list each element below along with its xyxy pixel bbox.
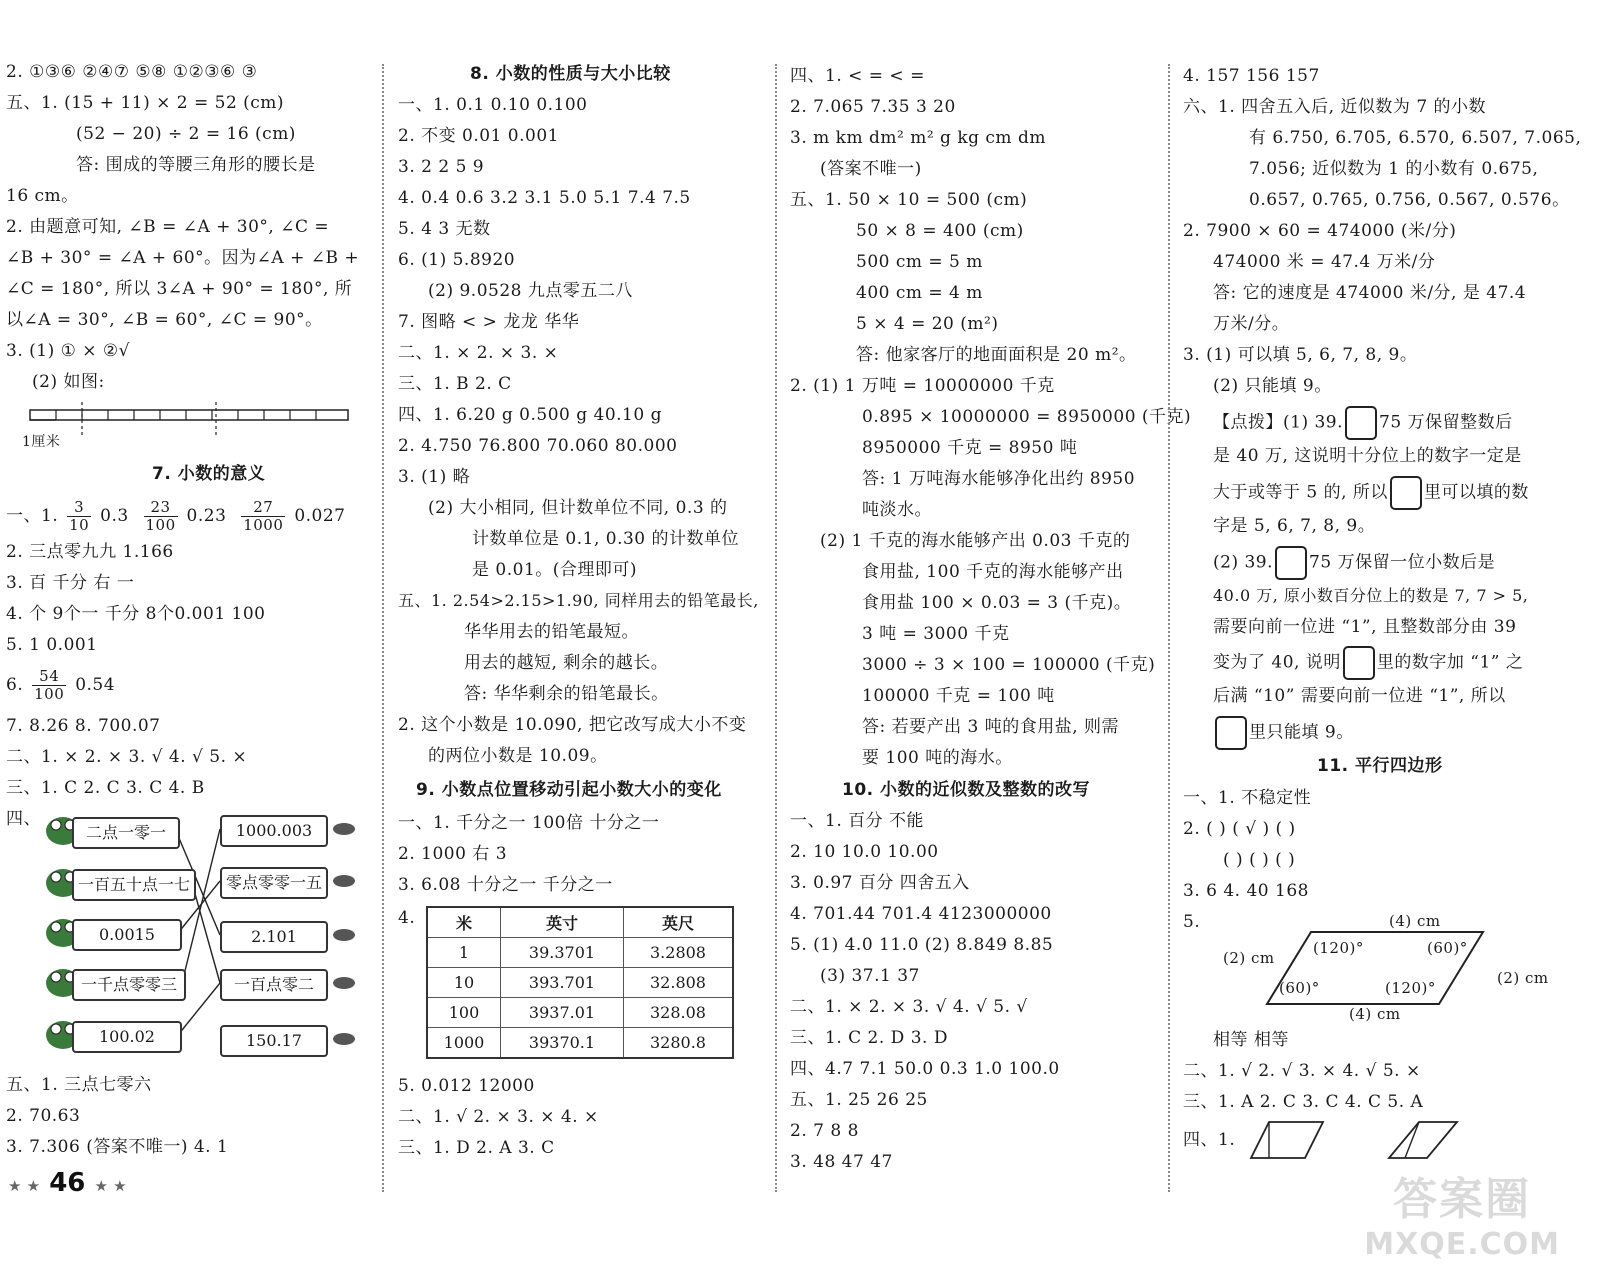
watermark-text: 答案圈 xyxy=(1393,1174,1532,1225)
answer-line: 8950000 千克 = 8950 吨 xyxy=(862,438,1078,458)
answer-line: 是 40 万, 这说明十分位上的数字一定是 xyxy=(1213,446,1522,466)
answer-line: 有 6.750, 6.705, 6.570, 6.507, 7.065, xyxy=(1249,128,1582,148)
answer-line: 三、1. A 2. C 3. C 4. C 5. A xyxy=(1183,1092,1424,1112)
answer-line: 2. 70.63 xyxy=(6,1106,81,1126)
table-cell: 3937.01 xyxy=(501,998,624,1028)
answer-line: 2. 由题意可知, ∠B = ∠A + 30°, ∠C = xyxy=(6,217,330,237)
answer-text: (2) 39. xyxy=(1213,552,1274,573)
answer-line: 以∠A = 30°, ∠B = 60°, ∠C = 90°。 xyxy=(6,310,323,330)
answer-line xyxy=(1213,646,1523,680)
fraction: $\frac{3}{10}$ xyxy=(69,498,90,534)
answer-line: 3. 百 千分 右 一 xyxy=(6,573,135,593)
answer-line: 四、1. < = < = xyxy=(790,66,925,86)
answer-line: 3. 2 2 5 9 xyxy=(398,157,485,177)
answer-line: 五、1. 50 × 10 = 500 (cm) xyxy=(790,190,1028,210)
answer-line: 2. 4.750 76.800 70.060 80.000 xyxy=(398,436,678,456)
answer-line: 16 cm。 xyxy=(6,186,79,206)
answer-line: 500 cm = 5 m xyxy=(856,252,983,272)
answer-line: 5. (1) 4.0 11.0 (2) 8.849 8.85 xyxy=(790,935,1054,955)
answer-line: 5. 0.012 12000 xyxy=(398,1076,535,1096)
answer-line: (答案不唯一) xyxy=(820,159,922,179)
answer-line: 5. xyxy=(1183,912,1201,932)
answer-line: 3. 7.306 (答案不唯一) 4. 1 xyxy=(6,1137,229,1157)
table-cell: 328.08 xyxy=(624,998,734,1028)
answer-text: 0.027 xyxy=(294,506,346,526)
table-cell: 3.2808 xyxy=(624,938,734,968)
answer-line: (2) 1 千克的海水能够产出 0.03 千克的 xyxy=(820,531,1131,551)
answer-line: (52 − 20) ÷ 2 = 16 (cm) xyxy=(76,124,296,144)
answer-line: 五、1. 2.54>2.15>1.90, 同样用去的铅笔最长, xyxy=(398,591,759,610)
table-header: 英尺 xyxy=(624,907,734,938)
answer-line: 四、4.7 7.1 50.0 0.3 1.0 100.0 xyxy=(790,1059,1060,1079)
answer-line: 二、1. × 2. × 3. × xyxy=(398,343,559,363)
answer-text: 6. xyxy=(6,675,24,695)
table-row xyxy=(427,998,733,1028)
answer-line: 3. 0.97 百分 四舍五入 xyxy=(790,873,970,893)
answer-line: 2. 7.065 7.35 3 20 xyxy=(790,97,956,117)
table-cell: 3280.8 xyxy=(624,1028,734,1059)
answer-line xyxy=(6,666,115,704)
answer-line: 四、1. xyxy=(1183,1130,1236,1150)
answer-text: 0.23 xyxy=(186,506,227,526)
answer-line: 五、1. (15 + 11) × 2 = 52 (cm) xyxy=(6,93,285,113)
answer-line: 食用盐, 100 千克的海水能够产出 xyxy=(862,562,1124,582)
answer-line: 3. 48 47 47 xyxy=(790,1152,893,1172)
answer-text: 里只能填 9。 xyxy=(1249,722,1354,743)
answer-line: 四、 xyxy=(6,809,41,829)
side-label: (4) cm xyxy=(1349,1005,1401,1023)
answer-line: 6. (1) 5.8920 xyxy=(398,250,516,270)
section-title: 9. 小数点位置移动引起小数大小的变化 xyxy=(416,780,722,800)
answer-line: 一、1. 千分之一 100倍 十分之一 xyxy=(398,813,660,833)
answer-line: 四、1. 6.20 g 0.500 g 40.10 g xyxy=(398,405,662,425)
matching-card-left: 100.02 xyxy=(72,1021,182,1053)
matching-card-left: 一千点零零三 xyxy=(72,969,186,1001)
answer-line: 4. xyxy=(398,908,416,928)
answer-line: 食用盐 100 × 0.03 = 3 (千克)。 xyxy=(862,593,1132,613)
blank-box xyxy=(1345,406,1377,440)
answer-line: 二、1. √ 2. × 3. × 4. × xyxy=(398,1107,599,1127)
answer-line: 4. 0.4 0.6 3.2 3.1 5.0 5.1 7.4 7.5 xyxy=(398,188,691,208)
fraction: $\frac{23}{100}$ xyxy=(145,498,176,534)
side-label: (2) cm xyxy=(1497,969,1549,987)
answer-line: 3. 6.08 十分之一 千分之一 xyxy=(398,875,613,895)
answer-text: 里可以填的数 xyxy=(1423,482,1529,503)
answer-line: (3) 37.1 37 xyxy=(820,966,920,986)
answer-text: 大于或等于 5 的, 所以 xyxy=(1213,482,1388,503)
answer-text: 里的数字加 “1” 之 xyxy=(1376,652,1524,673)
answer-line: 要 100 吨的海水。 xyxy=(862,748,1013,768)
table-cell: 10 xyxy=(427,968,501,998)
answer-line: (2) 大小相同, 但计数单位不同, 0.3 的 xyxy=(428,498,728,518)
answer-line: 7.056; 近似数为 1 的小数有 0.675, xyxy=(1249,159,1539,179)
matching-card-left: 二点一零一 xyxy=(72,817,180,849)
answer-line: 需要向前一位进 “1”, 且整数部分由 39 xyxy=(1213,617,1517,637)
answer-line: 答: 华华剩余的铅笔最长。 xyxy=(464,684,669,704)
answer-line: 4. 701.44 701.4 4123000000 xyxy=(790,904,1052,924)
answer-line: 50 × 8 = 400 (cm) xyxy=(856,221,1024,241)
answer-line xyxy=(1213,716,1354,750)
table-header: 英寸 xyxy=(501,907,624,938)
answer-line: 答: 1 万吨海水能够净化出约 8950 xyxy=(862,469,1136,489)
table-row xyxy=(427,968,733,998)
matching-card-right: 一百点零二 xyxy=(220,969,328,1001)
angle-label: (60)° xyxy=(1279,979,1320,997)
answer-line: 用去的越短, 剩余的越长。 xyxy=(464,653,669,673)
parallelogram-sketches xyxy=(1243,1118,1473,1164)
answer-line: 三、1. D 2. A 3. C xyxy=(398,1138,555,1158)
blank-box xyxy=(1215,716,1247,750)
angle-label: (60)° xyxy=(1427,939,1468,957)
answer-line: 0.657, 0.765, 0.756, 0.567, 0.576。 xyxy=(1249,190,1570,210)
answer-line: 2. 不变 0.01 0.001 xyxy=(398,126,559,146)
answer-line: 3. (1) 可以填 5, 6, 7, 8, 9。 xyxy=(1183,345,1418,365)
answer-text: 0.54 xyxy=(75,675,116,695)
answer-line xyxy=(1213,476,1529,510)
fraction: $\frac{27}{1000}$ xyxy=(243,498,284,534)
column-separator xyxy=(382,64,384,1192)
answer-line: 五、1. 25 26 25 xyxy=(790,1090,928,1110)
section-title: 8. 小数的性质与大小比较 xyxy=(470,64,671,84)
table-cell: 39.3701 xyxy=(501,938,624,968)
answer-line: 答: 他家客厅的地面面积是 20 m²。 xyxy=(856,345,1137,365)
answer-line: 后满 “10” 需要向前一位进 “1”, 所以 xyxy=(1213,686,1506,706)
answer-line: 400 cm = 4 m xyxy=(856,283,983,303)
blank-box xyxy=(1390,476,1422,510)
column-separator xyxy=(1168,64,1170,1192)
answer-line: 三、1. C 2. D 3. D xyxy=(790,1028,948,1048)
answer-line: 三、1. C 2. C 3. C 4. B xyxy=(6,778,205,798)
matching-card-right: 1000.003 xyxy=(220,815,328,847)
page-number xyxy=(8,1168,127,1198)
answer-line: 2. 三点零九九 1.166 xyxy=(6,542,174,562)
answer-line: 二、1. × 2. × 3. √ 4. √ 5. √ xyxy=(790,997,1028,1017)
answer-line: 一、1. 0.1 0.10 0.100 xyxy=(398,95,588,115)
answer-line: 0.895 × 10000000 = 8950000 (千克) xyxy=(862,407,1192,427)
answer-line: 相等 相等 xyxy=(1213,1030,1289,1050)
angle-label: (120)° xyxy=(1313,939,1364,957)
answer-line: 二、1. × 2. × 3. √ 4. √ 5. × xyxy=(6,747,248,767)
answer-line: 五、1. 三点七零六 xyxy=(6,1075,152,1095)
answer-line: 40.0 万, 原小数百分位上的数是 7, 7 > 5, xyxy=(1213,586,1529,605)
table-row xyxy=(427,1028,733,1059)
answer-line: 3. (1) ① × ②√ xyxy=(6,341,130,361)
table-row xyxy=(427,938,733,968)
answer-line: 答: 它的速度是 474000 米/分, 是 47.4 xyxy=(1213,283,1527,303)
answer-line: 4. 157 156 157 xyxy=(1183,66,1320,86)
answer-line: 吨淡水。 xyxy=(862,500,932,520)
answer-line: 答: 围成的等腰三角形的腰长是 xyxy=(76,155,316,175)
unit-conversion-table xyxy=(426,906,734,1059)
table-header-row xyxy=(427,907,733,938)
answer-line: 答: 若要产出 3 吨的食用盐, 则需 xyxy=(862,717,1120,737)
answer-line: 二、1. √ 2. √ 3. × 4. √ 5. × xyxy=(1183,1061,1421,1081)
answer-line: 2. 这个小数是 10.090, 把它改写成大小不变 xyxy=(398,715,747,735)
blank-box xyxy=(1275,546,1307,580)
answer-line: 三、1. B 2. C xyxy=(398,374,512,394)
star-icon: ★ ★ xyxy=(8,1177,41,1195)
matching-card-left: 0.0015 xyxy=(72,919,182,951)
table-cell: 1000 xyxy=(427,1028,501,1059)
answer-line: 2. ( ) ( √ ) ( ) xyxy=(1183,819,1296,839)
answer-line: 7. 8.26 8. 700.07 xyxy=(6,716,161,736)
answer-text: 【点拨】(1) 39. xyxy=(1213,412,1344,433)
section-title: 7. 小数的意义 xyxy=(152,464,266,484)
ruler-label: 1厘米 xyxy=(22,434,61,450)
answer-line: 2. ①③⑥ ②④⑦ ⑤⑧ ①②③⑥ ③ xyxy=(6,62,258,82)
answer-line: ∠B + 30° = ∠A + 60°。因为∠A + ∠B + xyxy=(6,248,360,268)
table-cell: 393.701 xyxy=(501,968,624,998)
answer-line: 3. (1) 略 xyxy=(398,467,471,487)
matching-card-right: 零点零零一五 xyxy=(220,867,328,899)
answer-line: 2. 10 10.0 10.00 xyxy=(790,842,939,862)
table-cell: 32.808 xyxy=(624,968,734,998)
column-separator xyxy=(775,64,777,1192)
answer-line: 4. 个 9个一 千分 8个0.001 100 xyxy=(6,604,266,624)
answer-line xyxy=(1213,546,1495,580)
answer-line: 万米/分。 xyxy=(1213,314,1290,334)
answer-line xyxy=(6,497,345,535)
fraction: $\frac{54}{100}$ xyxy=(34,667,65,703)
table-header: 米 xyxy=(427,907,501,938)
matching-card-left: 一百五十点一七 xyxy=(72,869,196,901)
answer-line: 3. m km dm² m² g kg cm dm xyxy=(790,128,1046,148)
answer-line: 2. 1000 右 3 xyxy=(398,844,508,864)
answer-line: 3000 ÷ 3 × 100 = 100000 (千克) xyxy=(862,655,1156,675)
section-title: 11. 平行四边形 xyxy=(1317,756,1443,776)
watermark xyxy=(1364,1163,1560,1262)
answer-line: 100000 千克 = 100 吨 xyxy=(862,686,1055,706)
answer-text: 75 万保留整数后 xyxy=(1379,412,1513,433)
answer-line: 3. 6 4. 40 168 xyxy=(1183,881,1309,901)
answer-line: 7. 图略 < > 龙龙 华华 xyxy=(398,312,580,332)
star-icon: ★ ★ xyxy=(94,1177,127,1195)
answer-line xyxy=(1213,406,1513,440)
answer-line: 华华用去的铅笔最短。 xyxy=(464,622,639,642)
table-cell: 39370.1 xyxy=(501,1028,624,1059)
side-label: (4) cm xyxy=(1389,912,1441,930)
answer-line: 3 吨 = 3000 千克 xyxy=(862,624,1010,644)
answer-line: 的两位小数是 10.09。 xyxy=(428,746,608,766)
angle-label: (120)° xyxy=(1385,979,1436,997)
blank-box xyxy=(1343,646,1375,680)
answer-line: 字是 5, 6, 7, 8, 9。 xyxy=(1213,516,1376,536)
answer-line: 是 0.01。(合理即可) xyxy=(472,560,638,580)
answer-line: (2) 9.0528 九点零五二八 xyxy=(428,281,633,301)
answer-line: ∠C = 180°, 所以 3∠A + 90° = 180°, 所 xyxy=(6,279,353,299)
answer-text: 75 万保留一位小数后是 xyxy=(1309,552,1496,573)
answer-text: 变为了 40, 说明 xyxy=(1213,652,1341,673)
answer-line: 2. (1) 1 万吨 = 10000000 千克 xyxy=(790,376,1055,396)
answer-line: 5. 4 3 无数 xyxy=(398,219,491,239)
answer-line: 一、1. 百分 不能 xyxy=(790,811,925,831)
answer-line: 5. 1 0.001 xyxy=(6,635,98,655)
table-cell: 1 xyxy=(427,938,501,968)
matching-card-right: 2.101 xyxy=(220,921,328,953)
answer-line: 474000 米 = 47.4 万米/分 xyxy=(1213,252,1436,272)
side-label: (2) cm xyxy=(1223,949,1275,967)
page-number-text: 46 xyxy=(49,1168,86,1198)
answer-line: 计数单位是 0.1, 0.30 的计数单位 xyxy=(472,529,740,549)
answer-line: (2) 如图: xyxy=(32,372,105,392)
answer-line: ( ) ( ) ( ) xyxy=(1223,850,1296,870)
answer-line: 一、1. 不稳定性 xyxy=(1183,788,1312,808)
answer-text: 一、1. xyxy=(6,506,59,526)
answer-line: 六、1. 四舍五入后, 近似数为 7 的小数 xyxy=(1183,97,1487,117)
answer-line: (2) 只能填 9。 xyxy=(1213,376,1332,396)
answer-line: 5 × 4 = 20 (m²) xyxy=(856,314,999,334)
answer-line: 2. 7900 × 60 = 474000 (米/分) xyxy=(1183,221,1457,241)
matching-card-right: 150.17 xyxy=(220,1025,328,1057)
watermark-url: MXQE.COM xyxy=(1364,1227,1560,1262)
answer-line: 2. 7 8 8 xyxy=(790,1121,859,1141)
table-cell: 100 xyxy=(427,998,501,1028)
section-title: 10. 小数的近似数及整数的改写 xyxy=(842,780,1091,800)
answer-text: 0.3 xyxy=(100,506,129,526)
